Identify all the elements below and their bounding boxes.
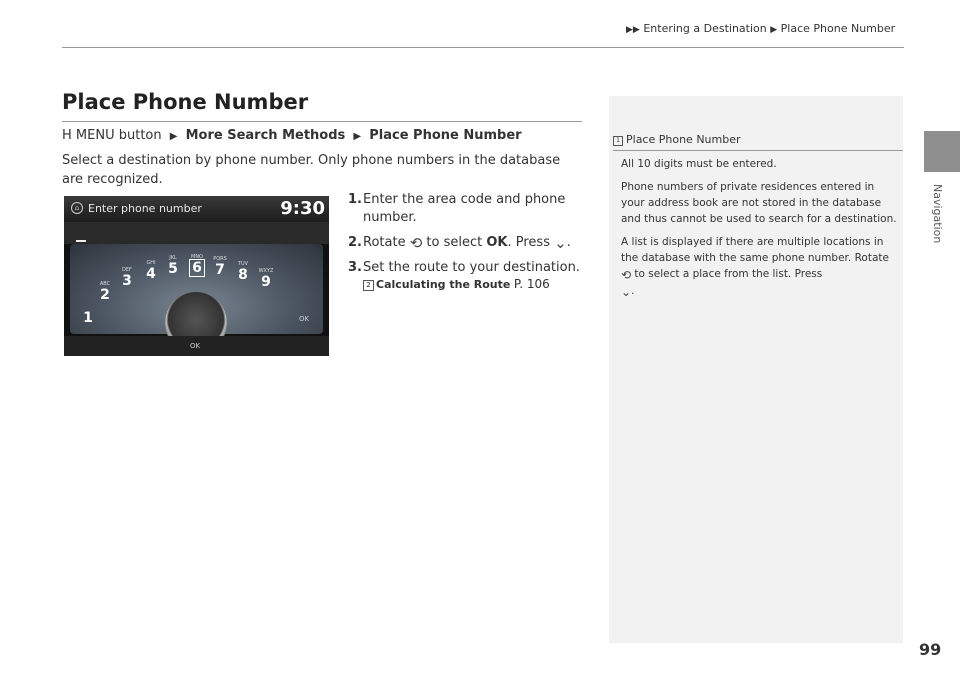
screen-header-title: Enter phone number <box>88 202 202 215</box>
page-title: Place Phone Number <box>62 90 309 114</box>
breadcrumb-item-2: Place Phone Number <box>780 22 896 35</box>
key-7: PQRS 7 <box>213 256 227 278</box>
step-3: 3. Set the route to your destination. 2 Calculating the Route P. 106 <box>348 259 588 294</box>
entry-cursor <box>76 240 86 242</box>
header-rule <box>62 47 904 48</box>
step-2: 2. Rotate ⟲ to select OK. Press ⌄. <box>348 234 571 252</box>
section-tab-label: Navigation <box>931 184 944 244</box>
note-paragraph-2: Phone numbers of private residences entered in your address book are not stored in the database and thus cannot be used to search for a destination. <box>621 181 897 225</box>
key-9: WXYZ 9 <box>258 268 274 290</box>
menu-path <box>62 128 522 143</box>
step-1: 1. Enter the area code and phone number. <box>348 192 566 225</box>
rotate-knob-icon: ⟲ <box>621 268 632 282</box>
breadcrumb-item-1: Entering a Destination <box>643 22 767 35</box>
screen-ok-key: OK <box>299 315 310 323</box>
rotate-knob-icon: ⟲ <box>409 234 423 252</box>
key-4: GHI 4 <box>146 260 156 282</box>
note-body <box>621 156 897 307</box>
menu-path-item-1: More Search Methods <box>185 128 346 143</box>
reference-page: P. 106 <box>513 277 550 291</box>
key-3: DEF 3 <box>122 267 132 289</box>
title-rule <box>62 121 582 122</box>
reference-title: Calculating the Route <box>376 278 511 291</box>
key-5: JKL 5 <box>168 255 178 277</box>
voice-icon: ⌂ <box>71 202 83 214</box>
screen-ok-bottom: OK <box>190 342 201 350</box>
key-6: MNO 6 <box>191 254 203 276</box>
note-rule <box>613 150 903 151</box>
cross-reference[interactable] <box>363 275 588 294</box>
screen-clock: 9:30 <box>280 198 325 219</box>
reference-icon: 2 <box>363 280 374 291</box>
margin-note <box>609 96 903 643</box>
key-1: 1 <box>83 310 93 326</box>
phone-entry-screen <box>64 196 329 356</box>
page-number: 99 <box>919 640 942 659</box>
section-tab-marker <box>924 131 960 172</box>
note-paragraph-3: A list is displayed if there are multiple locations in the database with the same phone number. Rotate ⟲ to select a place from the list. Press ⌄. <box>621 236 889 299</box>
breadcrumb-arrow-icon: ▶ <box>770 25 778 35</box>
key-2: ABC 2 <box>99 281 111 303</box>
press-knob-icon: ⌄ <box>621 285 632 299</box>
menu-path-item-2: Place Phone Number <box>369 128 522 143</box>
path-arrow-icon: ▶ <box>353 131 362 142</box>
steps-list <box>348 191 588 301</box>
press-knob-icon: ⌄ <box>554 234 567 252</box>
note-paragraph-1: All 10 digits must be entered. <box>621 158 777 170</box>
home-icon: H <box>62 128 72 143</box>
phone-entry-field <box>64 222 329 244</box>
note-icon: 1 <box>613 136 623 146</box>
intro-text: Select a destination by phone number. Only phone numbers in the database are recognized. <box>62 153 561 187</box>
breadcrumb <box>626 22 895 35</box>
breadcrumb-arrow-icon: ▶▶ <box>626 25 640 35</box>
note-title: 1 Place Phone Number <box>613 133 741 146</box>
path-arrow-icon: ▶ <box>169 131 178 142</box>
key-8: TUV 8 <box>237 261 249 283</box>
menu-path-start: MENU button <box>75 128 162 143</box>
